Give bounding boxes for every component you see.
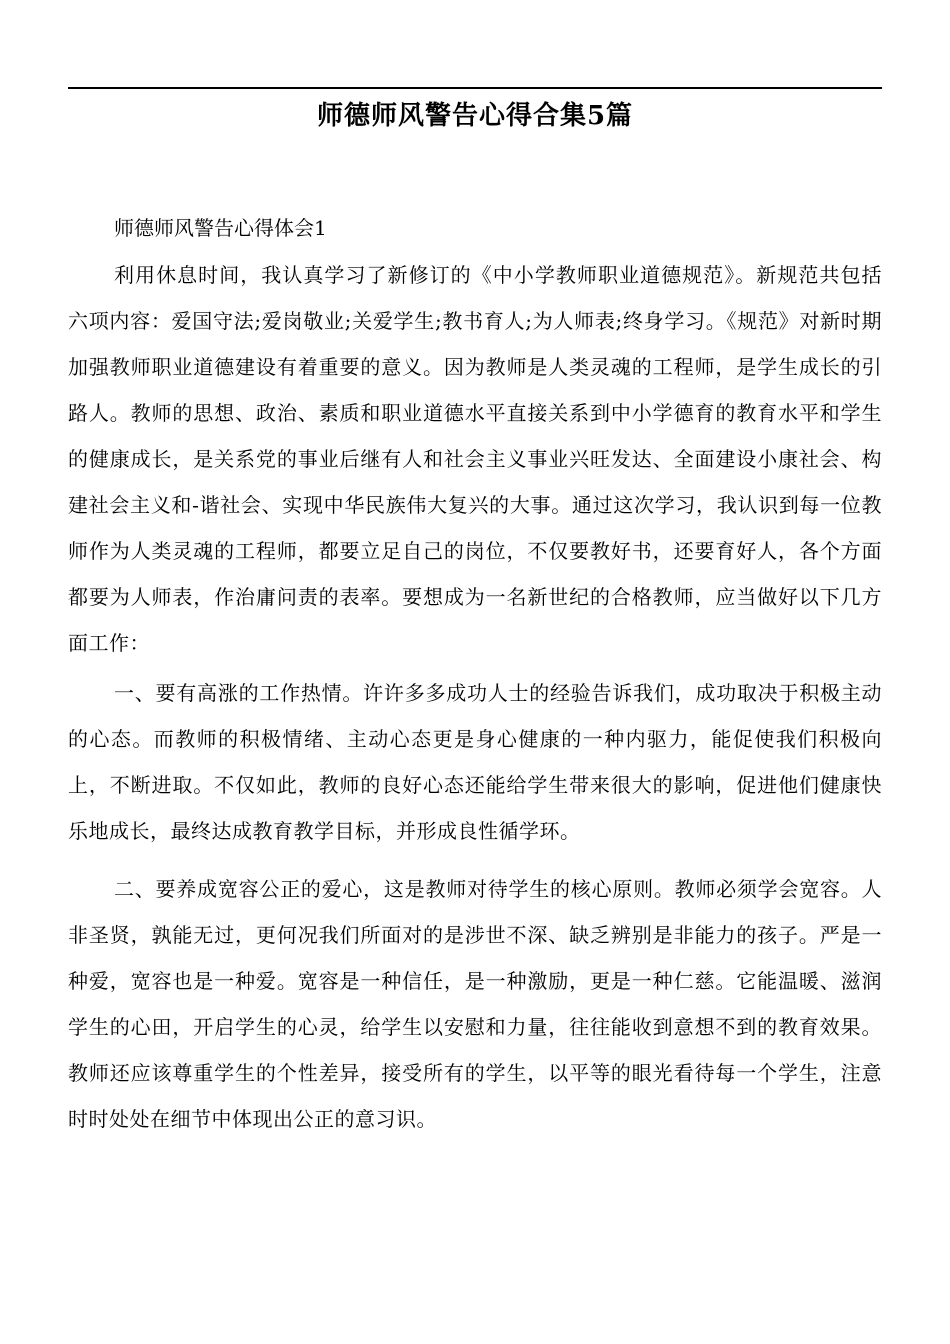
section-heading: 师德师风警告心得体会1 [114, 216, 327, 240]
document-body [68, 208, 882, 1142]
paragraph-point-two: 二、要养成宽容公正的爱心，这是教师对待学生的核心原则。教师必须学会宽容。人非圣贤，孰能无过，更何况我们所面对的是涉世不深、缺乏辨别是非能力的孩子。严是一种爱，宽容也是一种爱。宽容是一种信任，是一种激励，更是一种仁慈。它能温暖、滋润学生的心田，开启学生的心灵，给学生以安慰和力量，往往能收到意想不到的教育效果。教师还应该尊重学生的个性差异，接受所有的学生，以平等的眼光看待每一个学生，注意时时处处在细节中体现出公正的意习识。 [68, 877, 882, 1131]
paragraph-point-one: 一、要有高涨的工作热情。许许多多成功人士的经验告诉我们，成功取决于积极主动的心态。而教师的积极情绪、主动心态更是身心健康的一种内驱力，能促使我们积极向上，不断进取。不仅如此，教师的良好心态还能给学生带来很大的影响，促进他们健康快乐地成长，最终达成教育教学目标，并形成良性循学环。 [68, 681, 882, 843]
paragraph-intro: 利用休息时间，我认真学习了新修订的《中小学教师职业道德规范》。新规范共包括六项内容：爱国守法;爱岗敬业;关爱学生;教书育人;为人师表;终身学习。《规范》对新时期加强教师职业道德建设有着重要的意义。因为教师是人类灵魂的工程师，是学生成长的引路人。教师的思想、政治、素质和职业道德水平直接关系到中小学德育的教育水平和学生的健康成长，是关系党的事业后继有人和社会主义事业兴旺发达、全面建设小康社会、构建社会主义和-谐社会、实现中华民族伟大复兴的大事。通过这次学习，我认识到每一位教师作为人类灵魂的工程师，都要立足自己的岗位，不仅要教好书，还要育好人，各个方面都要为人师表，作治庸问责的表率。要想成为一名新世纪的合格教师，应当做好以下几方面工作： [68, 263, 882, 655]
document-title: 师德师风警告心得合集5篇 [316, 101, 634, 131]
header-rule [68, 87, 882, 89]
